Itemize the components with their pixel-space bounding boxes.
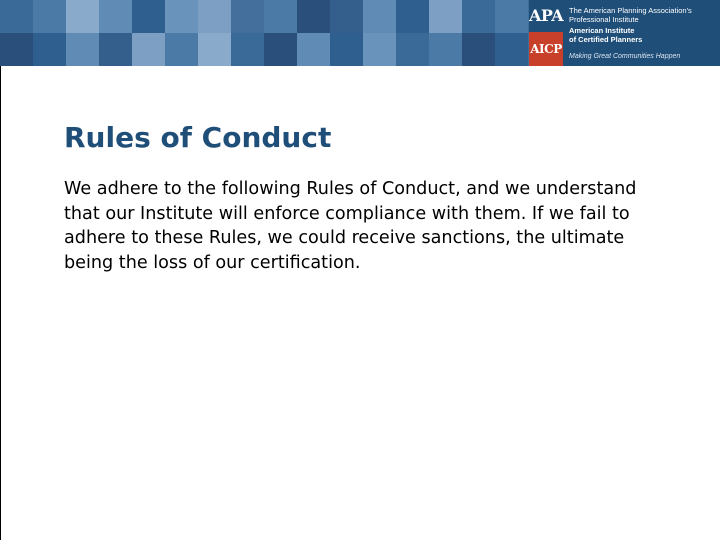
- mosaic-tile: [462, 0, 495, 33]
- mosaic-tile: [495, 0, 528, 33]
- mosaic-tile: [330, 33, 363, 66]
- mosaic-tile: [33, 33, 66, 66]
- mosaic-tile: [165, 0, 198, 33]
- org-line-2: Professional Institute: [569, 15, 639, 24]
- mosaic-tile: [198, 33, 231, 66]
- mosaic-tile: [33, 0, 66, 33]
- slide-title: Rules of Conduct: [64, 121, 332, 154]
- mosaic-tile: [99, 0, 132, 33]
- header-banner: [0, 0, 720, 66]
- apa-logo-mark: APA: [529, 0, 563, 32]
- mosaic-tile: [396, 0, 429, 33]
- mosaic-tile: [66, 0, 99, 33]
- mosaic-tile: [429, 33, 462, 66]
- aicp-logo: [529, 0, 720, 66]
- mosaic-tile: [198, 0, 231, 33]
- mosaic-tile: [264, 0, 297, 33]
- mosaic-tile: [462, 33, 495, 66]
- org-description: [569, 6, 719, 44]
- mosaic-tile: [231, 0, 264, 33]
- mosaic-tile: [99, 33, 132, 66]
- slide-body-text: We adhere to the following Rules of Conduct, and we understand that our Institute will enforce compliance with them. If we fail to adhere to these Rules, we could receive sanctions, the ultimate being the loss of our certification.: [64, 179, 637, 273]
- mosaic-tile: [132, 0, 165, 33]
- mosaic-tile: [363, 33, 396, 66]
- mosaic-tile: [165, 33, 198, 66]
- org-name-line-1: American Institute: [569, 26, 635, 35]
- mosaic-tile: [429, 0, 462, 33]
- mosaic-tile: [396, 33, 429, 66]
- mosaic-tile: [297, 33, 330, 66]
- tagline: Making Great Communities Happen: [569, 53, 681, 60]
- org-line-1: The American Planning Association's: [569, 6, 692, 15]
- aicp-logo-mark: AICP: [529, 32, 563, 66]
- mosaic-tile: [66, 33, 99, 66]
- mosaic-tile: [0, 33, 33, 66]
- mosaic-tile: [297, 0, 330, 33]
- mosaic-tile: [132, 33, 165, 66]
- mosaic-tile: [264, 33, 297, 66]
- org-name-line-2: of Certified Planners: [569, 35, 643, 44]
- mosaic-tile: [231, 33, 264, 66]
- mosaic-tile: [363, 0, 396, 33]
- mosaic-tile: [0, 0, 33, 33]
- mosaic-tile: [495, 33, 528, 66]
- left-border-rule: [0, 66, 1, 540]
- mosaic-tile: [330, 0, 363, 33]
